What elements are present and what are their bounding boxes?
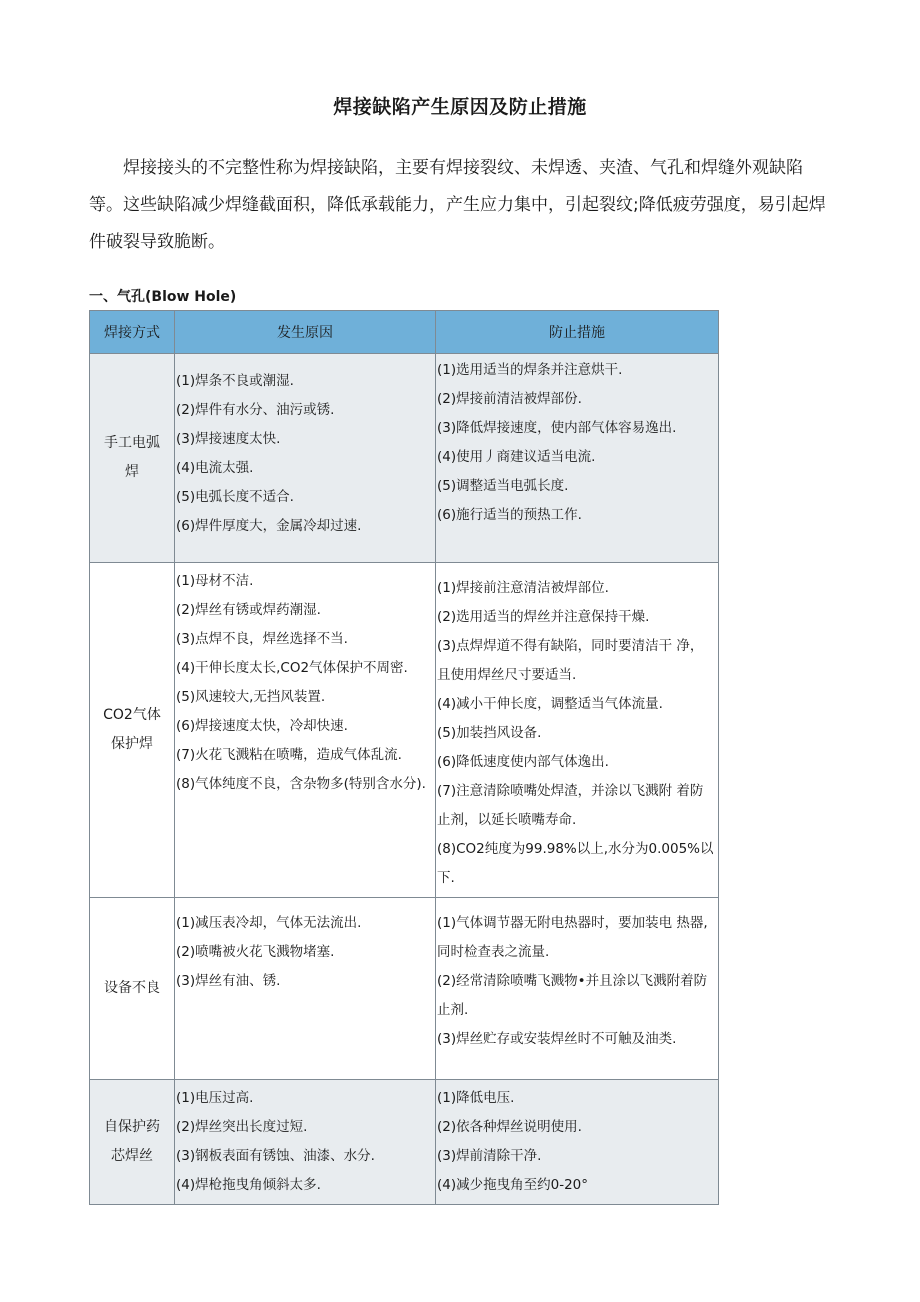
prevention-item: (3)焊前清除干净. [437, 1148, 542, 1164]
prevention-item: (3)焊丝贮存或安装焊丝时不可触及油类. [437, 1031, 677, 1047]
cause-item: (2)焊丝有锈或焊药潮湿. [176, 602, 321, 618]
prevention-item: (2)焊接前清洁被焊部份. [437, 391, 582, 407]
prevention-item: (5)调整适当电弧长度. [437, 478, 569, 494]
cause-item: (3)钢板表面有锈蚀、油漆、水分. [176, 1148, 375, 1164]
cause-item: (5)风速较大,无挡风装置. [176, 689, 326, 705]
cause-item: (2)喷嘴被火花飞溅物堵塞. [176, 944, 335, 960]
cause-item: (1)母材不洁. [176, 573, 254, 589]
cause-item: (4)干伸长度太长,CO2气体保护不周密. [176, 660, 408, 676]
intro-paragraph: 焊接接头的不完整性称为焊接缺陷，主要有焊接裂纹、未焊透、夹渣、气孔和焊缝外观缺陷等。这些缺陷减少焊缝截面积，降低承载能力，产生应力集中，引起裂纹;降低疲劳强度，易引起焊件破裂导致脆断。 [89, 158, 826, 252]
defect-table [89, 310, 719, 1205]
header-prevention: 防止措施 [436, 311, 719, 354]
method-cell: 手工电弧焊 [90, 354, 175, 563]
cause-item: (5)电弧长度不适合. [176, 489, 294, 505]
cause-item: (7)火花飞溅粘在喷嘴，造成气体乱流. [176, 747, 402, 763]
cause-item: (4)焊枪拖曳角倾斜太多. [176, 1177, 321, 1193]
cause-item: (3)点焊不良，焊丝选择不当. [176, 631, 348, 647]
prevention-item: (1)降低电压. [437, 1090, 515, 1106]
prevention-cell [436, 898, 719, 1080]
cause-item: (3)焊接速度太快. [176, 431, 281, 447]
section-heading-blow-hole: 一、气孔(Blow Hole) [89, 289, 237, 305]
cause-item: (6)焊件厚度大，金属冷却过速. [176, 518, 362, 534]
prevention-item: (4)减小干伸长度，调整适当气体流量. [437, 696, 663, 712]
prevention-cell [436, 354, 719, 563]
prevention-item: (3)降低焊接速度，使内部气体容易逸出. [437, 420, 677, 436]
table-row [90, 898, 719, 1080]
table-row [90, 563, 719, 898]
prevention-item: (1)气体调节器无附电热器时，要加装电 热器,同时检查表之流量. [437, 915, 708, 960]
prevention-item: (6)施行适当的预热工作. [437, 507, 582, 523]
prevention-item: (2)选用适当的焊丝并注意保持干燥. [437, 609, 650, 625]
prevention-item: (6)降低速度使内部气体逸出. [437, 754, 609, 770]
header-cause: 发生原因 [175, 311, 436, 354]
method-cell: 自保护药芯焊丝 [90, 1080, 175, 1205]
cause-item: (3)焊丝有油、锈. [176, 973, 281, 989]
table-row [90, 1080, 719, 1205]
cause-cell [175, 898, 436, 1080]
prevention-cell [436, 1080, 719, 1205]
cause-cell [175, 1080, 436, 1205]
prevention-item: (8)CO2纯度为99.98%以上,水分为0.005%以下. [437, 841, 714, 886]
cause-item: (1)焊条不良或潮湿. [176, 373, 294, 389]
cause-item: (1)减压表冷却，气体无法流出. [176, 915, 362, 931]
method-cell: 设备不良 [90, 898, 175, 1080]
prevention-item: (2)依各种焊丝说明使用. [437, 1119, 582, 1135]
method-cell: CO2气体保护焊 [90, 563, 175, 898]
prevention-item: (3)点焊焊道不得有缺陷，同时要清洁干 净，且使用焊丝尺寸要适当. [437, 638, 704, 683]
prevention-item: (4)使用丿商建议适当电流. [437, 449, 596, 465]
document-title: 焊接缺陷产生原因及防止措施 [333, 96, 587, 118]
cause-item: (2)焊丝突出长度过短. [176, 1119, 308, 1135]
cause-item: (2)焊件有水分、油污或锈. [176, 402, 335, 418]
prevention-item: (2)经常清除喷嘴飞溅物•并且涂以飞溅附着防止剂. [437, 973, 708, 1018]
table-row [90, 354, 719, 563]
prevention-item: (5)加装挡风设备. [437, 725, 542, 741]
table-header-row [90, 311, 719, 354]
cause-item: (4)电流太强. [176, 460, 254, 476]
cause-cell [175, 563, 436, 898]
header-method: 焊接方式 [90, 311, 175, 354]
prevention-item: (4)减少拖曳角至约0-20° [437, 1177, 589, 1193]
prevention-item: (7)注意清除喷嘴处焊渣，并涂以飞溅附 着防止剂，以延长喷嘴寿命. [437, 783, 704, 828]
cause-item: (8)气体纯度不良，含杂物多(特别含水分). [176, 776, 426, 792]
prevention-item: (1)选用适当的焊条并注意烘干. [437, 362, 623, 378]
cause-item: (1)电压过高. [176, 1090, 254, 1106]
prevention-cell [436, 563, 719, 898]
cause-item: (6)焊接速度太快，冷却快速. [176, 718, 348, 734]
cause-cell [175, 354, 436, 563]
prevention-item: (1)焊接前注意清洁被焊部位. [437, 580, 609, 596]
